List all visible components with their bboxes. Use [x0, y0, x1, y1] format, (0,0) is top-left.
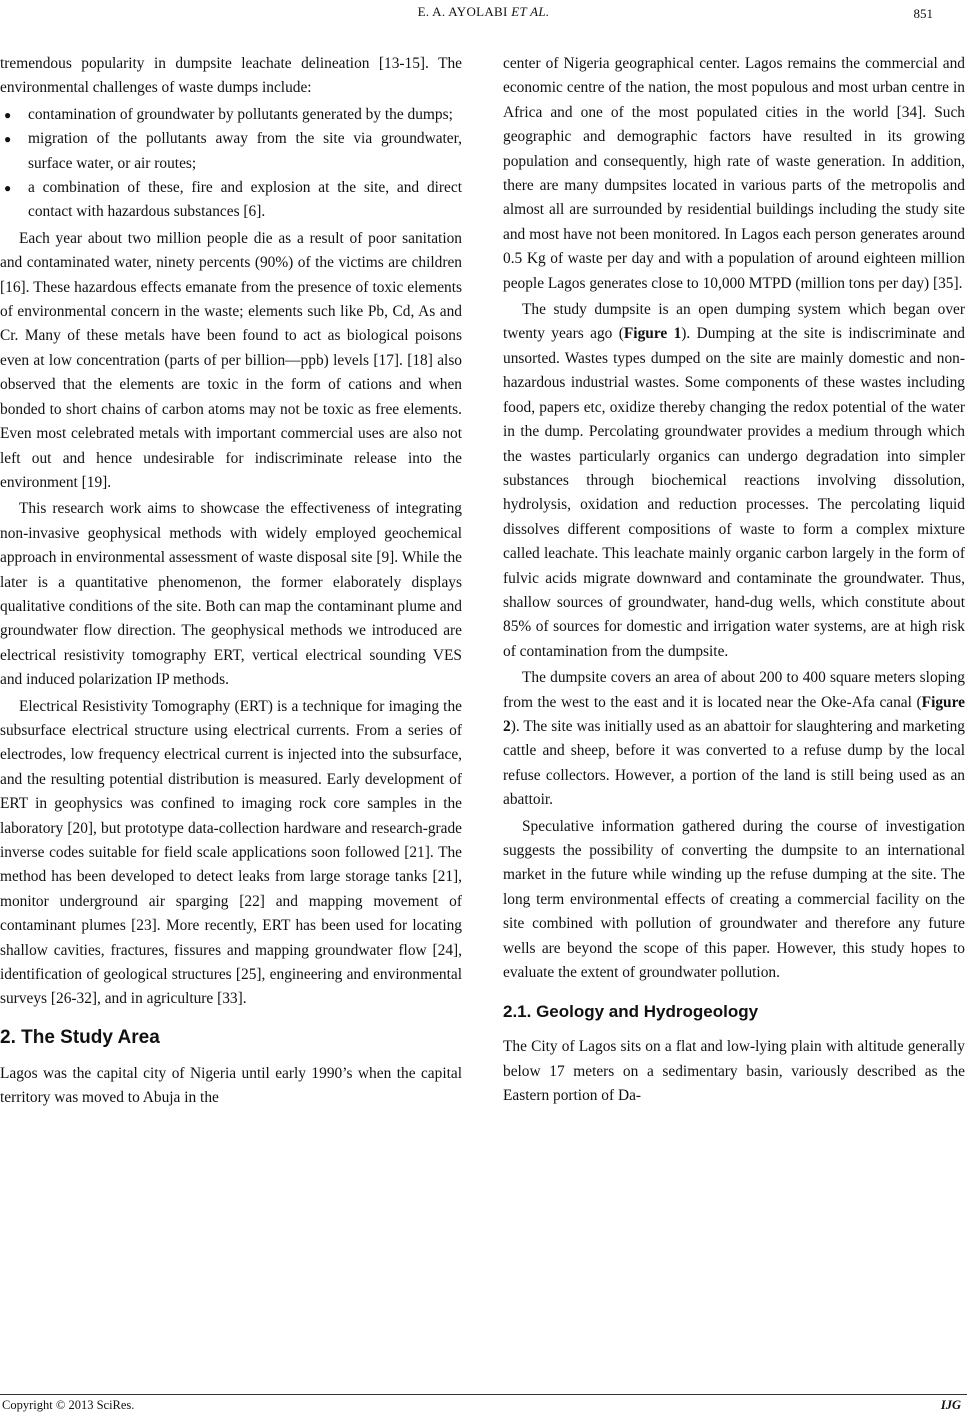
paragraph-intro: tremendous popularity in dumpsite leachate delineation [13-15]. The environmental challenges of waste dumps include: — [0, 55, 462, 97]
paragraph-dumpsite-text-b: ). Dumping at the site is indiscriminate and unsorted. Wastes types dumped on the site are mainly domestic and non-hazardous industrial wastes. Some components of these wastes including food, papers etc, oxidize thereby changing the redox potential of the water in the dump. Percolating groundwater provides a medium through which the wastes particularly organics can undergo degradation into simpler substances through biochemical reactions involving dissolution, hydrolysis, oxidation and reduction processes. The percolating liquid dissolves different compositions of waste to form a complex mixture called leachate. This leachate mainly organic carbon largely in the form of fulvic acids migrate downward and contaminate the groundwater. Thus, shallow sources of groundwater, hand-dug wells, which constitute about 85% of sources for domestic and irrigation water systems, are at high risk of contamination from the dumpsite. — [503, 325, 965, 660]
figure-2-reference[interactable]: Figure 2 — [503, 693, 965, 735]
list-item — [0, 127, 462, 176]
paragraph-research-aim: This research work aims to showcase the effectiveness of integrating non-invasive geophysical methods with widely employed geochemical approach in environmental assessment of waste disposal site [9]. While the later is a quantitative phenomenon, the former elaborately displays qualitative conditions of the site. Both can map the contaminant plume and groundwater flow direction. The geophysical methods we introduced are electrical resistivity tomography ERT, vertical electrical sounding VES and induced polarization IP methods. — [0, 500, 462, 689]
journal-abbreviation: IJG — [940, 1398, 961, 1412]
paragraph-dumpsite-text-a: The study dumpsite is an open dumping system which began over twenty years ago ( — [503, 301, 965, 343]
section-heading-study-area: 2. The Study Area — [0, 1026, 160, 1048]
header-et-al: ET AL. — [511, 4, 550, 19]
subsection-heading-geology: 2.1. Geology and Hydrogeology — [503, 1002, 759, 1022]
paragraph-geology: The City of Lagos sits on a flat and low-lying plain with altitude generally below 17 meters on a sedimentary basin, variously described as the Eastern portion of Da- — [503, 1038, 965, 1105]
bullet-icon: ● — [4, 181, 12, 196]
list-item-text: contamination of groundwater by pollutants generated by the dumps; — [28, 105, 453, 123]
paragraph-ert: Electrical Resistivity Tomography (ERT) is a technique for imaging the subsurface electrical structure using electrical currents. From a series of electrodes, low frequency electrical current is injected into the subsurface, and the resulting potential distribution is measured. Early development of ERT in geophysics was confined to imaging rock core samples in the laboratory [20], but prototype data-collection hardware and research-grade inverse codes suitable for field scale applications soon followed [21]. The method has been developed to detect leaks from large storage tanks [21], monitor underground air sparging [22] and mapping movement of contaminant plumes [23]. More recently, ERT has been used for locating shallow cavities, fractures, fissures and mapping groundwater flow [24], identification of geological structures [25], engineering and environmental surveys [26-32], and in agriculture [33]. — [0, 697, 462, 1008]
paragraph-lagos-continued: center of Nigeria geographical center. Lagos remains the commercial and economic centre of the nation, the most populous and most urban centre in Africa and one of the most populated cities in the world [34]. Such geographic and demographic factors have resulted in its growing population and consequently, high rate of waste generation. In addition, there are many dumpsites located in various parts of the metropolis and almost all are surrounded by residential buildings including the study site and most have not been monitored. In Lagos each person generates around 0.5 Kg of waste per day and with a population of around eighteen million people Lagos generates close to 10,000 MTPD (million tons per day) [35]. — [503, 55, 965, 292]
paragraph-area-text-b: ). The site was initially used as an abattoir for slaughtering and marketing cattle and sheep, before it was converted to a refuse dump by the local refuse collectors. However, a portion of the land is still being used as an abattoir. — [503, 717, 965, 809]
figure-1-reference[interactable]: Figure 1 — [623, 325, 682, 343]
list-item-text: a combination of these, fire and explosion at the site, and direct contact with hazardous substances [6]. — [28, 179, 462, 221]
paragraph-dumpsite — [503, 298, 965, 664]
bullet-icon: ● — [4, 132, 12, 147]
paragraph-dumpsite-area — [503, 666, 965, 812]
running-title — [0, 4, 967, 20]
paragraph-speculative: Speculative information gathered during the course of investigation suggests the possibility of converting the dumpsite to an international market in the future while winding up the refuse dumping at the site. The long term environmental effects of creating a commercial facility on the site combined with pollution of groundwater and therefore any future wells are beyond the scope of this paper. However, this study hopes to evaluate the extent of groundwater pollution. — [503, 817, 965, 982]
paragraph-each-year: Each year about two million people die as a result of poor sanitation and contaminated water, ninety percents (90%) of the victims are children [16]. These hazardous effects emanate from the presence of toxic elements of environmental concern in the waste; elements such like Pb, Cd, As and Cr. Many of these metals have been found to act as biological poisons even at low concentration (parts of per billion—ppb) levels [17]. [18] also observed that the elements are toxic in the form of cations and when bonded to short chains of carbon atoms may not be toxic as free elements. Even most celebrated metals with important commercial uses are also not left out and hence undesirable for indiscriminate release into the environment [19]. — [0, 229, 462, 491]
bullet-icon: ● — [4, 107, 12, 122]
paragraph-area-text-a: The dumpsite covers an area of about 200 to 400 square meters sloping from the west to the east and it is located near the Oke-Afa canal ( — [503, 669, 965, 711]
paragraph-lagos-start: Lagos was the capital city of Nigeria until early 1990’s when the capital territory was moved to Abuja in the — [0, 1064, 462, 1107]
footer-divider — [0, 1394, 967, 1395]
list-item-text: migration of the pollutants away from the site via groundwater, surface water, or air routes; — [28, 130, 462, 172]
right-column — [503, 52, 965, 1109]
challenges-list — [0, 103, 462, 225]
copyright-notice: Copyright © 2013 SciRes. — [2, 1398, 135, 1412]
list-item — [0, 176, 462, 225]
page-number: 851 — [913, 6, 933, 21]
header-author: E. A. AYOLABI — [417, 4, 508, 19]
list-item — [0, 103, 462, 127]
left-column — [0, 52, 462, 1111]
running-header — [0, 0, 967, 30]
